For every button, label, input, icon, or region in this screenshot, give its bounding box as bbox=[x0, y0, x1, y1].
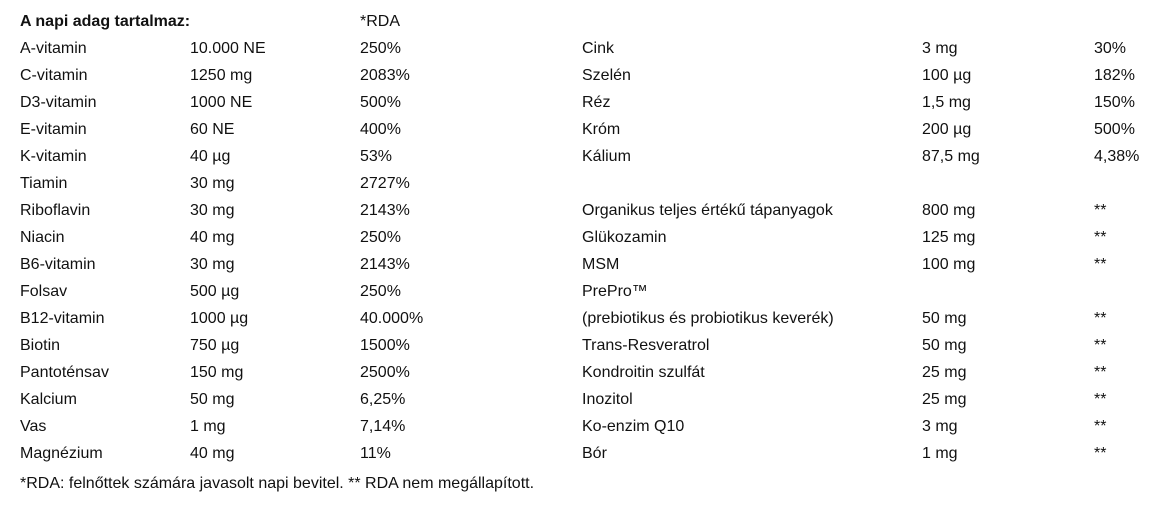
nutrient-name: Kalcium bbox=[20, 391, 77, 408]
footnote: *RDA: felnőttek számára javasolt napi bevitel. ** RDA nem megállapított. bbox=[20, 475, 535, 492]
nutrient-amount: 50 mg bbox=[922, 310, 967, 327]
nutrient-rda: 250% bbox=[360, 40, 401, 57]
nutrient-amount: 800 mg bbox=[922, 202, 976, 219]
nutrient-rda: 400% bbox=[360, 121, 401, 138]
table-title: A napi adag tartalmaz: bbox=[20, 13, 191, 30]
table-row bbox=[20, 228, 1150, 255]
nutrient-rda: ** bbox=[1094, 364, 1107, 381]
nutrient-amount: 40 mg bbox=[190, 229, 235, 246]
nutrient-name: PrePro™ bbox=[582, 283, 648, 300]
nutrient-amount: 30 mg bbox=[190, 256, 235, 273]
nutrient-name: Tiamin bbox=[20, 175, 68, 192]
nutrient-name: B12-vitamin bbox=[20, 310, 105, 327]
nutrient-rda: 500% bbox=[1094, 121, 1135, 138]
nutrient-amount: 50 mg bbox=[922, 337, 967, 354]
nutrient-amount: 750 µg bbox=[190, 337, 240, 354]
nutrient-amount: 1000 µg bbox=[190, 310, 249, 327]
nutrient-rda: ** bbox=[1094, 256, 1107, 273]
nutrient-name: Biotin bbox=[20, 337, 61, 354]
nutrient-name: K-vitamin bbox=[20, 148, 87, 165]
nutrient-name: (prebiotikus és probiotikus keverék) bbox=[582, 310, 834, 327]
nutrient-rda: 30% bbox=[1094, 40, 1127, 57]
nutrition-table bbox=[20, 12, 1150, 471]
nutrient-amount: 150 mg bbox=[190, 364, 244, 381]
rda-column-header: *RDA bbox=[360, 13, 401, 30]
nutrient-rda: 182% bbox=[1094, 67, 1135, 84]
table-row bbox=[20, 309, 1150, 336]
nutrient-rda: 2143% bbox=[360, 202, 410, 219]
table-row bbox=[20, 255, 1150, 282]
table-row bbox=[20, 444, 1150, 471]
nutrient-name: Cink bbox=[582, 40, 615, 57]
nutrient-rda: 500% bbox=[360, 94, 401, 111]
nutrient-amount: 25 mg bbox=[922, 364, 967, 381]
nutrient-rda: 2727% bbox=[360, 175, 410, 192]
nutrient-name: B6-vitamin bbox=[20, 256, 96, 273]
table-row bbox=[20, 201, 1150, 228]
nutrient-amount: 1250 mg bbox=[190, 67, 253, 84]
nutrient-name: Króm bbox=[582, 121, 621, 138]
nutrient-amount: 500 µg bbox=[190, 283, 240, 300]
nutrient-rda: 4,38% bbox=[1094, 148, 1140, 165]
table-row bbox=[20, 120, 1150, 147]
table-row bbox=[20, 93, 1150, 120]
nutrient-name: Trans-Resveratrol bbox=[582, 337, 710, 354]
nutrient-rda: ** bbox=[1094, 310, 1107, 327]
table-row bbox=[20, 39, 1150, 66]
nutrient-rda: 250% bbox=[360, 283, 401, 300]
nutrient-name: E-vitamin bbox=[20, 121, 87, 138]
nutrient-name: Niacin bbox=[20, 229, 65, 246]
nutrient-amount: 3 mg bbox=[922, 40, 958, 57]
nutrient-amount: 1000 NE bbox=[190, 94, 253, 111]
nutrient-rda: ** bbox=[1094, 202, 1107, 219]
nutrient-amount: 1,5 mg bbox=[922, 94, 971, 111]
nutrient-amount: 25 mg bbox=[922, 391, 967, 408]
nutrient-rda: 1500% bbox=[360, 337, 410, 354]
nutrient-amount: 1 mg bbox=[922, 445, 958, 462]
nutrient-name: Ko-enzim Q10 bbox=[582, 418, 685, 435]
nutrient-rda: 53% bbox=[360, 148, 393, 165]
table-row bbox=[20, 147, 1150, 174]
nutrient-name: A-vitamin bbox=[20, 40, 87, 57]
nutrient-amount: 50 mg bbox=[190, 391, 235, 408]
nutrient-rda: ** bbox=[1094, 391, 1107, 408]
nutrient-amount: 200 µg bbox=[922, 121, 972, 138]
table-row bbox=[20, 66, 1150, 93]
nutrient-name: Pantoténsav bbox=[20, 364, 109, 381]
nutrient-name: Szelén bbox=[582, 67, 631, 84]
table-header-row bbox=[20, 12, 1150, 39]
nutrient-amount: 125 mg bbox=[922, 229, 976, 246]
nutrient-name: Riboflavin bbox=[20, 202, 91, 219]
nutrient-amount: 40 mg bbox=[190, 445, 235, 462]
nutrient-name: Folsav bbox=[20, 283, 68, 300]
nutrient-amount: 87,5 mg bbox=[922, 148, 980, 165]
nutrient-amount: 60 NE bbox=[190, 121, 235, 138]
nutrient-amount: 1 mg bbox=[190, 418, 226, 435]
nutrient-name: D3-vitamin bbox=[20, 94, 97, 111]
table-row bbox=[20, 417, 1150, 444]
nutrient-amount: 40 µg bbox=[190, 148, 231, 165]
nutrient-name: Kálium bbox=[582, 148, 631, 165]
nutrient-name: Glükozamin bbox=[582, 229, 667, 246]
nutrient-name: Inozitol bbox=[582, 391, 633, 408]
nutrient-rda: 40.000% bbox=[360, 310, 424, 327]
nutrient-rda: 2143% bbox=[360, 256, 410, 273]
table-row bbox=[20, 282, 1150, 309]
nutrient-name: Vas bbox=[20, 418, 47, 435]
table-row bbox=[20, 174, 1150, 201]
nutrient-name: C-vitamin bbox=[20, 67, 88, 84]
nutrient-amount: 100 µg bbox=[922, 67, 972, 84]
nutrient-name: Bór bbox=[582, 445, 607, 462]
nutrient-rda: ** bbox=[1094, 418, 1107, 435]
nutrient-rda: 6,25% bbox=[360, 391, 406, 408]
nutrient-rda: 2083% bbox=[360, 67, 410, 84]
nutrient-amount: 10.000 NE bbox=[190, 40, 266, 57]
nutrient-name: Magnézium bbox=[20, 445, 103, 462]
table-row bbox=[20, 363, 1150, 390]
nutrient-rda: 11% bbox=[360, 445, 391, 462]
nutrient-rda: ** bbox=[1094, 445, 1107, 462]
table-row bbox=[20, 336, 1150, 363]
nutrient-name: MSM bbox=[582, 256, 620, 273]
nutrient-rda: ** bbox=[1094, 229, 1107, 246]
nutrient-rda: 2500% bbox=[360, 364, 410, 381]
nutrient-rda: ** bbox=[1094, 337, 1107, 354]
nutrient-name: Kondroitin szulfát bbox=[582, 364, 705, 381]
nutrient-amount: 30 mg bbox=[190, 202, 235, 219]
table-body bbox=[20, 39, 1150, 471]
nutrient-name: Organikus teljes értékű tápanyagok bbox=[582, 202, 833, 219]
table-row bbox=[20, 390, 1150, 417]
nutrient-amount: 100 mg bbox=[922, 256, 976, 273]
nutrient-rda: 7,14% bbox=[360, 418, 406, 435]
nutrient-rda: 150% bbox=[1094, 94, 1135, 111]
nutrient-amount: 3 mg bbox=[922, 418, 958, 435]
nutrient-rda: 250% bbox=[360, 229, 401, 246]
nutrient-name: Réz bbox=[582, 94, 611, 111]
nutrient-amount: 30 mg bbox=[190, 175, 235, 192]
